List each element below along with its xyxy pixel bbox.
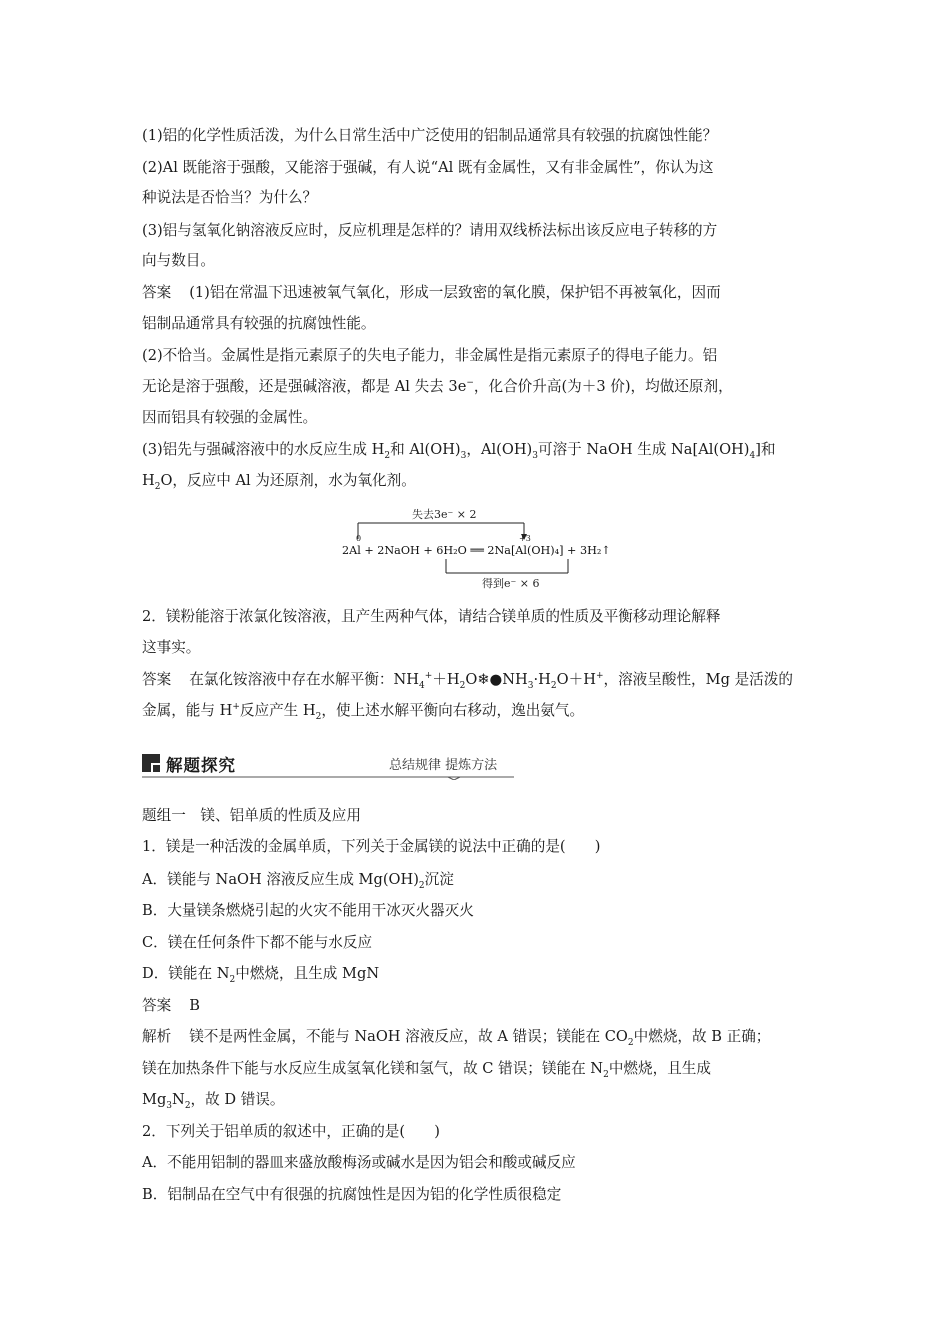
- text-run: ，溶液呈酸性，Mg 是活泼的: [603, 671, 793, 688]
- answer-label: 答案: [142, 284, 172, 301]
- subscript: 2: [459, 680, 466, 691]
- text-run: O，反应中 Al 为还原剂，水为氧化剂。: [160, 472, 416, 489]
- question-magnesium-line-1: 2．镁粉能溶于浓氯化铵溶液，且产生两种气体，请结合镁单质的性质及平衡移动理论解释: [142, 608, 721, 625]
- text-run: A．镁能与 NaOH 溶液反应生成 Mg(OH): [142, 871, 419, 888]
- subscript: 2: [229, 974, 236, 985]
- subscript: 3: [532, 450, 538, 461]
- answer-2-line-1: (2)不恰当。金属性是指元素原子的失电子能力，非金属性是指元素原子的得电子能力。铝: [142, 347, 718, 364]
- oxidation-state-zero: 0: [356, 534, 362, 543]
- text-run: 中燃烧，且生成: [608, 1060, 711, 1077]
- analysis-line-1: [142, 1027, 770, 1047]
- superscript: +: [232, 702, 240, 713]
- superscript: −: [466, 378, 474, 389]
- answer-label: 答案: [142, 671, 172, 688]
- q2-option-a: A．不能用铝制的器皿来盛放酸梅汤或碱水是因为铝会和酸或碱反应: [142, 1154, 576, 1171]
- text-run: 镁不是两性金属，不能与 NaOH 溶液反应，故 A 错误；镁能在 CO: [189, 1028, 628, 1045]
- text-run: 无论是溶于强酸，还是强碱溶液，都是 Al 失去 3e: [142, 378, 467, 395]
- text-run: O＋H: [556, 671, 596, 688]
- text-run: ·H: [533, 671, 551, 688]
- q2-option-b: B．铝制品在空气中有很强的抗腐蚀性是因为铝的化学性质很稳定: [142, 1186, 562, 1203]
- section-square-icon: [142, 754, 160, 772]
- answer-2-line-2: [142, 377, 733, 397]
- answer-1-line-2: 铝制品通常具有较强的抗腐蚀性能。: [142, 315, 376, 332]
- subscript: 2: [603, 1069, 609, 1080]
- answer-magnesium-line-2: [142, 701, 584, 721]
- subscript: 2: [154, 481, 161, 492]
- section-title: 解题探究: [166, 756, 236, 775]
- text-run: 可溶于 NaOH 生成 Na[Al(OH): [537, 441, 750, 458]
- question-magnesium-line-2: 这事实。: [142, 639, 201, 656]
- section-subtitle: 总结规律 提炼方法: [389, 758, 498, 773]
- answer-magnesium-line-1: [142, 670, 793, 690]
- answer-1-line-1: [142, 283, 721, 303]
- superscript: +: [595, 671, 604, 682]
- text-run: 和 Al(OH): [390, 441, 461, 458]
- lose-electrons-label: 失去3e⁻ × 2: [412, 508, 477, 521]
- section-divider: [142, 774, 522, 780]
- answer-2-line-3: 因而铝具有较强的金属性。: [142, 409, 318, 426]
- text-run: 中燃烧，故 B 正确；: [633, 1028, 771, 1045]
- electron-transfer-diagram: [342, 507, 622, 593]
- text-run: ，化合价升高(为＋3 价)，均做还原剂，: [473, 378, 733, 395]
- question-2-line-2: 种说法是否恰当？为什么？: [142, 189, 318, 206]
- subscript: 4: [749, 450, 756, 461]
- text-run: ，故 D 错误。: [190, 1091, 285, 1108]
- reaction-equation: 2Al + 2NaOH + 6H₂O ══ 2Na[Al(OH)₄] + 3H₂↑: [342, 544, 611, 557]
- text-run: ＋H: [432, 671, 460, 688]
- text-run: 金属，能与 H: [142, 702, 233, 719]
- subscript: 4: [419, 680, 425, 691]
- question-2-line-1: (2)Al 既能溶于强酸，又能溶于强碱，有人说“Al 既有金属性，又有非金属性”，你认为这: [142, 159, 714, 176]
- text-run: ]和: [755, 441, 776, 458]
- subscript: 2: [384, 450, 391, 461]
- answer-value: B: [189, 997, 200, 1014]
- text-run: (3)铝先与强碱溶液中的水反应生成 H: [142, 441, 385, 458]
- superscript: +: [424, 671, 433, 682]
- answer-3-line-2: [142, 471, 416, 491]
- subscript: 2: [184, 1100, 191, 1111]
- group-answer: [142, 996, 200, 1016]
- subscript: 2: [550, 680, 557, 691]
- option-a: [142, 870, 454, 890]
- option-d: [142, 964, 379, 984]
- answer-text: (1)铝在常温下迅速被氧气氧化，形成一层致密的氧化膜，保护铝不再被氧化，因而: [189, 284, 721, 301]
- subscript: 3: [166, 1100, 173, 1111]
- subscript: 3: [527, 680, 534, 691]
- gain-electrons-label: 得到e⁻ × 6: [482, 577, 540, 590]
- group-question-1: 1．镁是一种活泼的金属单质，下列关于金属镁的说法中正确的是( ): [142, 838, 601, 855]
- text-run: 在氯化铵溶液中存在水解平衡：NH: [189, 671, 420, 688]
- subscript: 2: [418, 880, 425, 891]
- answer-label: 答案: [142, 997, 172, 1014]
- subscript: 2: [627, 1037, 634, 1048]
- analysis-line-3: [142, 1090, 285, 1110]
- option-c: C．镁在任何条件下都不能与水反应: [142, 934, 373, 951]
- oxidation-state-plus-three: +3: [519, 534, 531, 543]
- question-3-line-2: 向与数目。: [142, 252, 215, 269]
- text-run: 沉淀: [424, 871, 454, 888]
- text-run: ，使上述水解平衡向右移动，逸出氨气。: [321, 702, 585, 719]
- text-run: 中燃烧，且生成 MgN: [235, 965, 380, 982]
- text-run: ，Al(OH): [466, 441, 533, 458]
- section-header: [142, 748, 522, 780]
- subscript: 3: [460, 450, 467, 461]
- text-run: D．镁能在 N: [142, 965, 230, 982]
- analysis-label: 解析: [142, 1028, 172, 1045]
- question-3-line-1: (3)铝与氢氧化钠溶液反应时，反应机理是怎样的？请用双线桥法标出该反应电子转移的方: [142, 222, 718, 239]
- text-run: 镁在加热条件下能与水反应生成氢氧化镁和氢气，故 C 错误；镁能在 N: [142, 1060, 604, 1077]
- double-bridge-diagram: [342, 507, 622, 593]
- text-run: N: [172, 1091, 185, 1108]
- group-question-2: 2．下列关于铝单质的叙述中，正确的是( ): [142, 1123, 440, 1140]
- option-b: B．大量镁条燃烧引起的火灾不能用干冰灭火器灭火: [142, 902, 474, 919]
- text-run: H: [142, 472, 155, 489]
- subscript: 2: [315, 711, 322, 722]
- group-heading: 题组一 镁、铝单质的性质及应用: [142, 807, 361, 824]
- answer-3-line-1: [142, 440, 776, 460]
- question-1: (1)铝的化学性质活泼，为什么日常生活中广泛使用的铝制品通常具有较强的抗腐蚀性能？: [142, 127, 718, 144]
- text-run: Mg: [142, 1091, 167, 1108]
- text-run: O❄●NH: [465, 671, 528, 688]
- text-run: 反应产生 H: [239, 702, 316, 719]
- analysis-line-2: [142, 1059, 711, 1079]
